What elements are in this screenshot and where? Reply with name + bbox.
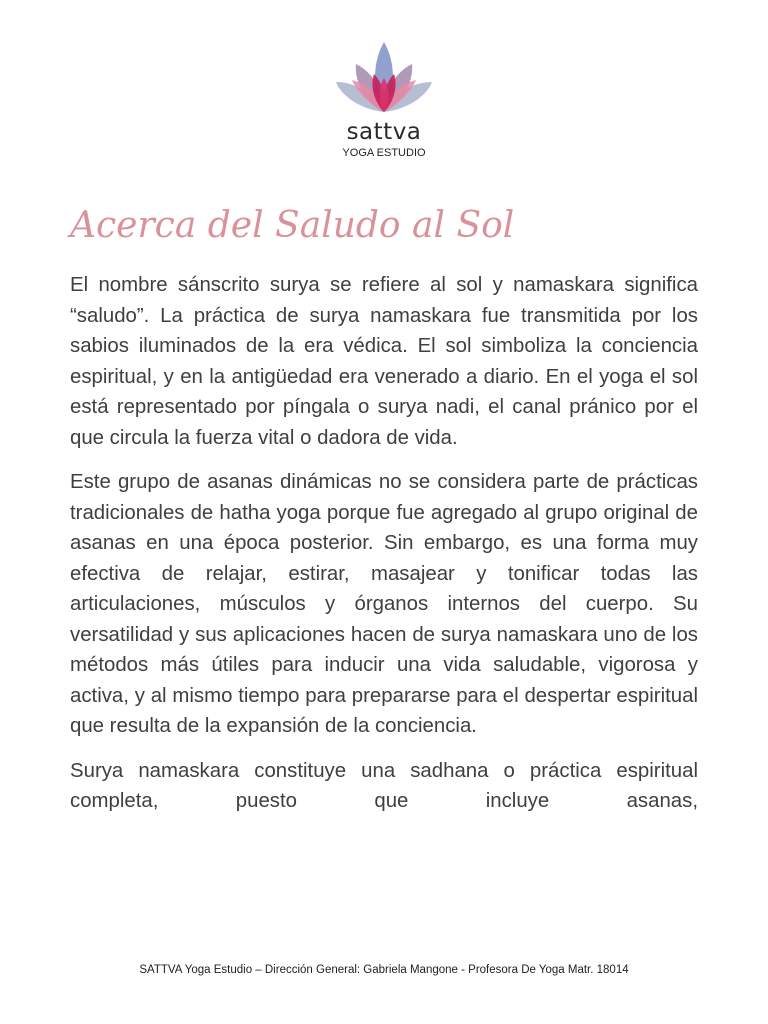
brand-logo xyxy=(0,38,768,160)
lotus-icon xyxy=(334,38,434,118)
brand-subtitle: YOGA ESTUDIO xyxy=(342,147,426,159)
paragraph: Este grupo de asanas dinámicas no se considera parte de prácticas tradicionales de hatha yoga porque fue agregado al grupo original de asanas en una época posterior. Sin embargo, es una forma muy efectiva de relajar, estirar, masajear y tonificar todas las articulaciones, músculos y órganos internos del cuerpo. Su versatilidad y sus aplicaciones hacen de surya namaskara uno de los métodos más útiles para inducir una vida saludable, vigorosa y activa, y al mismo tiempo para prepararse para el despertar espiritual que resulta de la expansión de la conciencia. xyxy=(70,471,698,737)
brand-name: sattva xyxy=(346,119,422,145)
page-footer: SATTVA Yoga Estudio – Dirección General: Gabriela Mangone - Profesora De Yoga Matr. 18014 xyxy=(139,964,629,976)
paragraph: Surya namaskara constituye una sadhana o práctica espiritual completa, puesto que incluye asanas, xyxy=(70,759,698,812)
paragraph: El nombre sánscrito surya se refiere al sol y namaskara significa “saludo”. La práctica de surya namaskara fue transmitida por los sabios iluminados de la era védica. El sol simboliza la conciencia espiritual, y en la antigüedad era venerado a diario. En el yoga el sol está representado por píngala o surya nadi, el canal pránico por el que circula la fuerza vital o dadora de vida. xyxy=(70,274,698,449)
article-body xyxy=(70,270,698,817)
page-title: Acerca del Saludo al Sol xyxy=(70,205,515,246)
